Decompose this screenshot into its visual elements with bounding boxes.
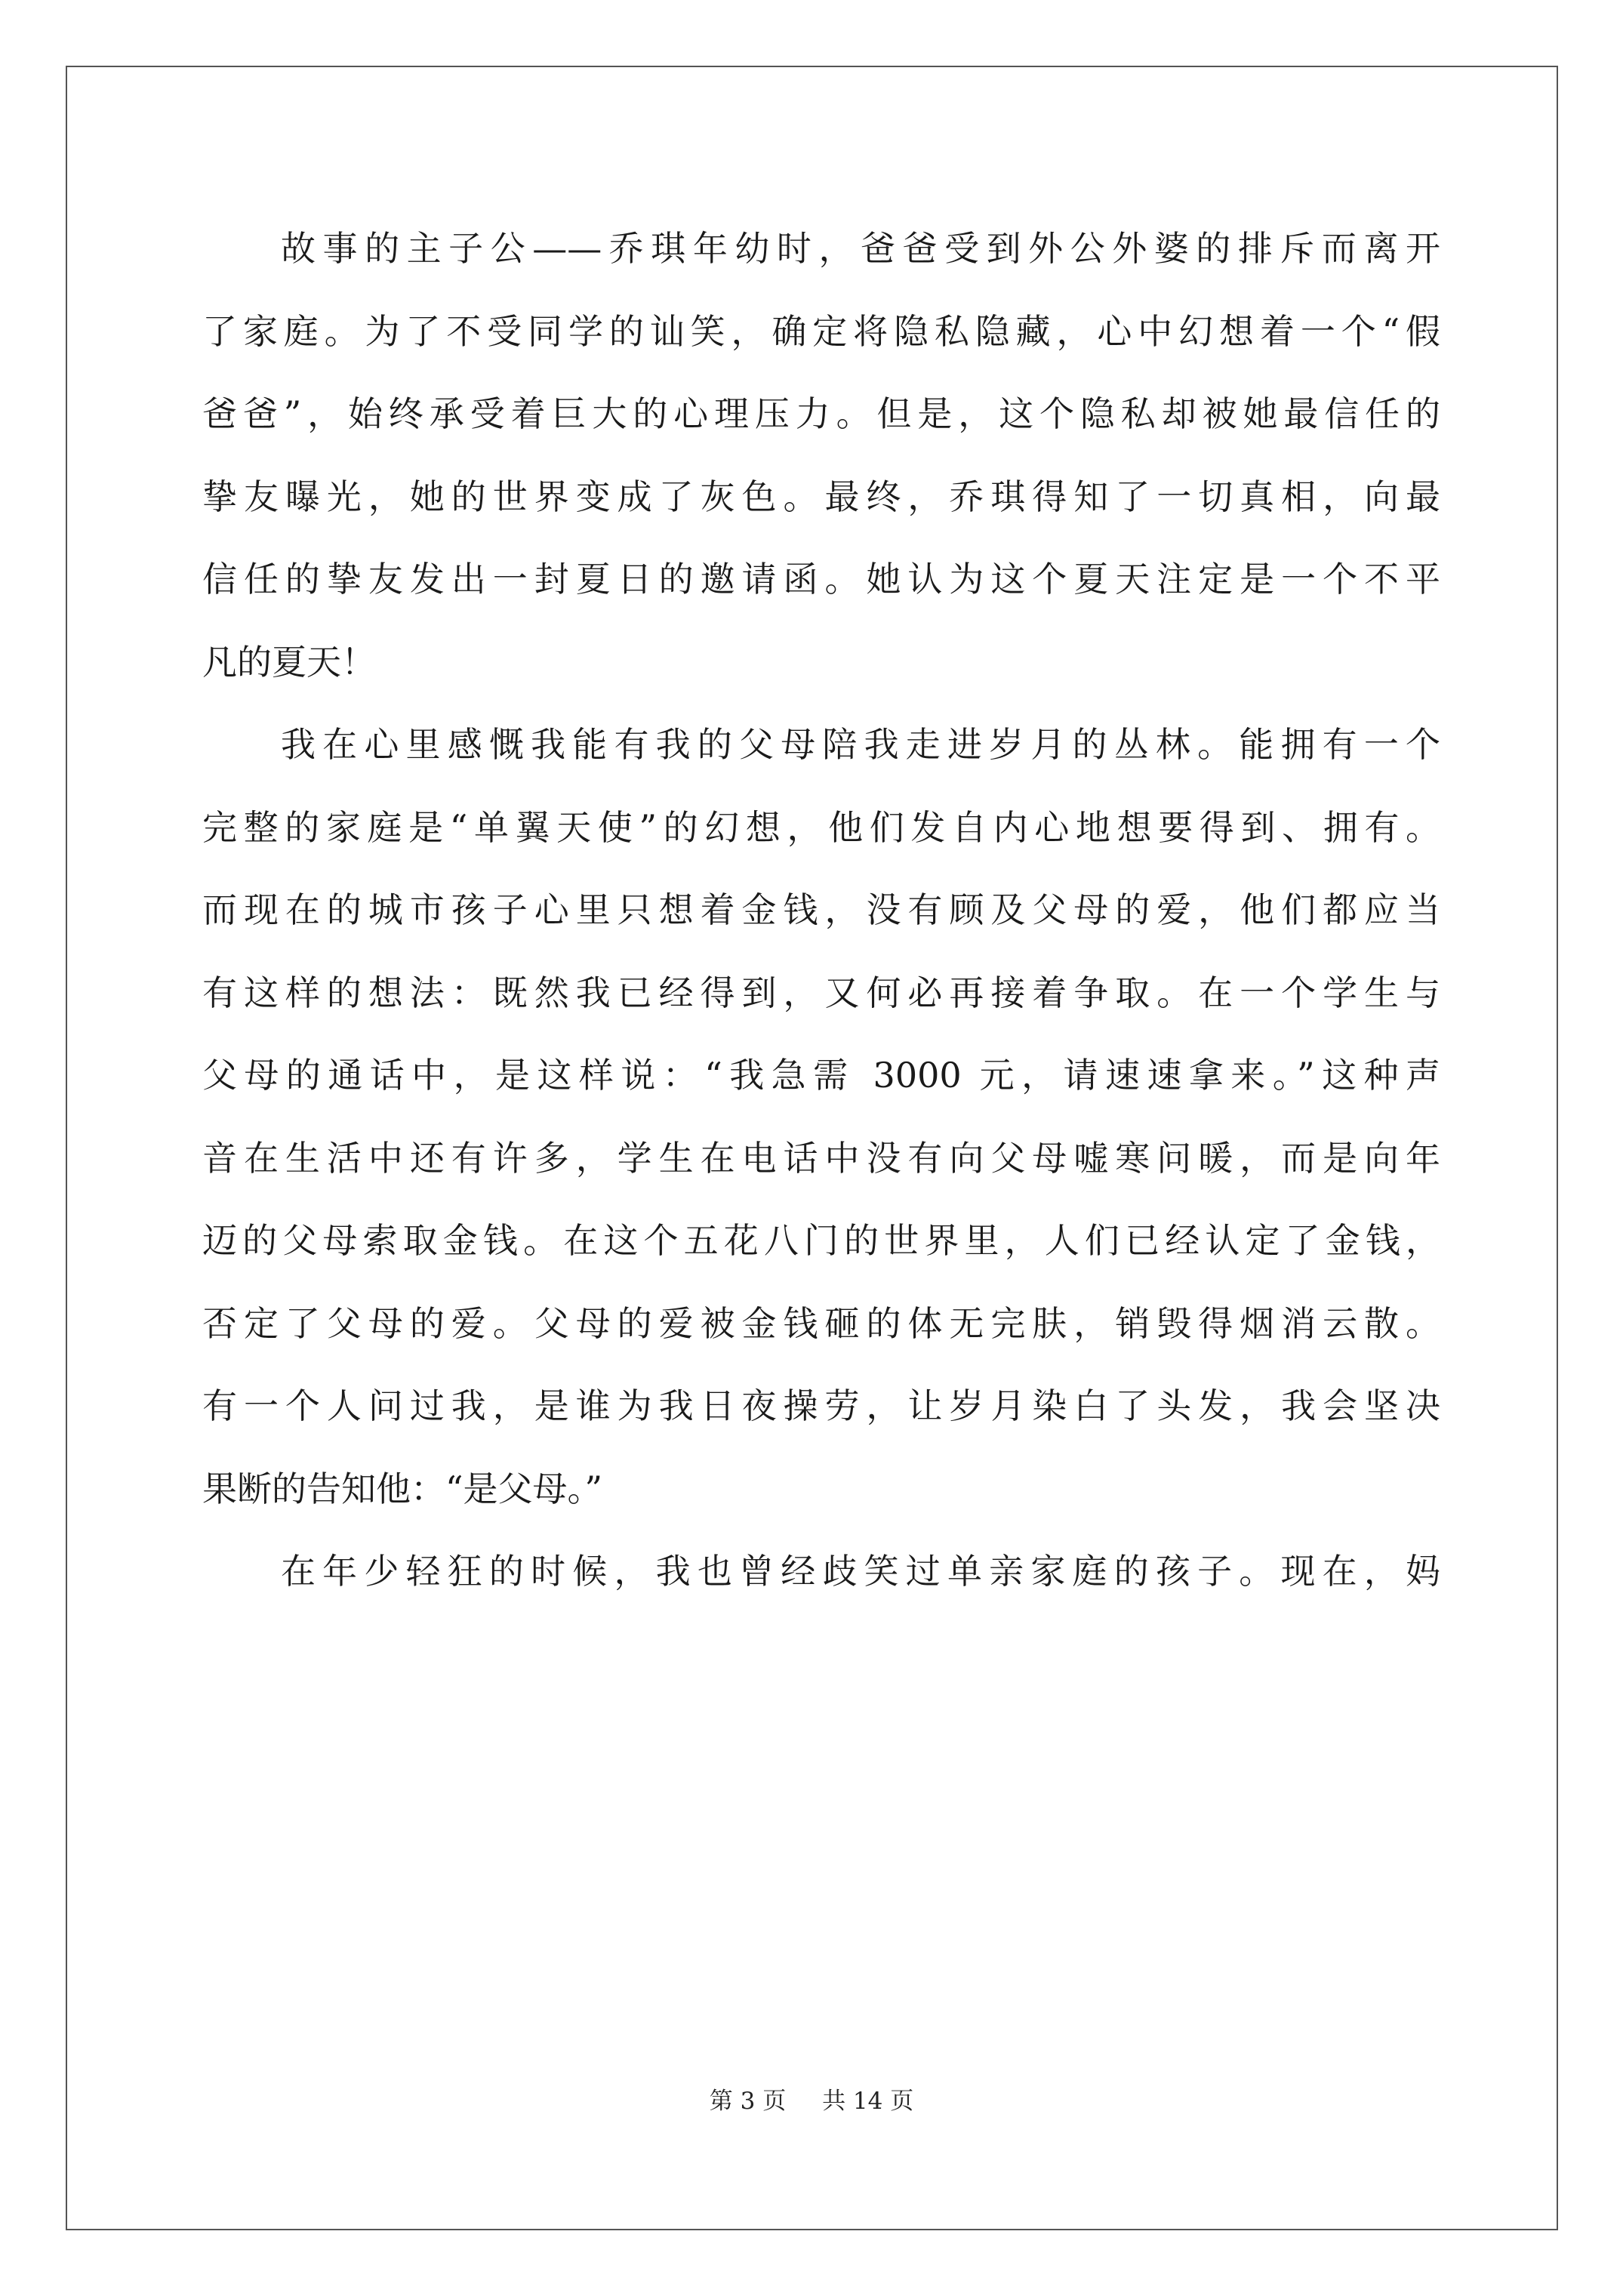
text-line: 音在生活中还有许多，学生在电话中没有向父母嘘寒问暖，而是向年 <box>202 1137 1440 1179</box>
page-number: 第 3 页 <box>709 2088 787 2115</box>
text-line: 在年少轻狂的时候，我也曾经歧笑过单亲家庭的孩子。现在，妈 <box>281 1551 1440 1592</box>
page-footer <box>0 2082 1623 2116</box>
text-line: 我在心里感慨我能有我的父母陪我走进岁月的丛林。能拥有一个 <box>281 724 1440 765</box>
text-line: 凡的夏天！ <box>202 641 376 683</box>
paragraph-1 <box>202 208 1440 704</box>
text-line: 故事的主子公——乔琪年幼时，爸爸受到外公外婆的排斥而离开 <box>281 228 1440 269</box>
text-line: 有这样的想法：既然我已经得到，又何必再接着争取。在一个学生与 <box>202 972 1440 1013</box>
text-line: 了家庭。为了不受同学的讪笑，确定将隐私隐藏，心中幻想着一个“假 <box>202 310 1440 352</box>
text-line: 果断的告知他：“是父母。” <box>202 1468 603 1509</box>
document-body <box>202 208 1440 1613</box>
text-line: 迈的父母索取金钱。在这个五花八门的世界里，人们已经认定了金钱， <box>202 1220 1440 1261</box>
text-line: 爸爸”，始终承受着巨大的心理压力。但是，这个隐私却被她最信任的 <box>202 393 1440 434</box>
text-line: 否定了父母的爱。父母的爱被金钱砸的体无完肤，销毁得烟消云散。 <box>202 1302 1440 1344</box>
text-line: 信任的挚友发出一封夏日的邀请函。她认为这个夏天注定是一个不平 <box>202 559 1440 599</box>
paragraph-2 <box>202 704 1440 1530</box>
text-line: 挚友曝光，她的世界变成了灰色。最终，乔琪得知了一切真相，向最 <box>202 476 1440 517</box>
page-total: 共 14 页 <box>822 2088 914 2115</box>
text-line: 完整的家庭是“单翼天使”的幻想，他们发自内心地想要得到、拥有。 <box>202 806 1440 848</box>
text-line: 有一个人问过我，是谁为我日夜操劳，让岁月染白了头发，我会坚决 <box>202 1385 1440 1426</box>
text-line: 父母的通话中，是这样说：“我急需 3000 元，请速速拿来。”这种声 <box>202 1055 1440 1096</box>
text-line: 而现在的城市孩子心里只想着金钱，没有顾及父母的爱，他们都应当 <box>202 889 1440 930</box>
paragraph-3 <box>202 1530 1440 1613</box>
